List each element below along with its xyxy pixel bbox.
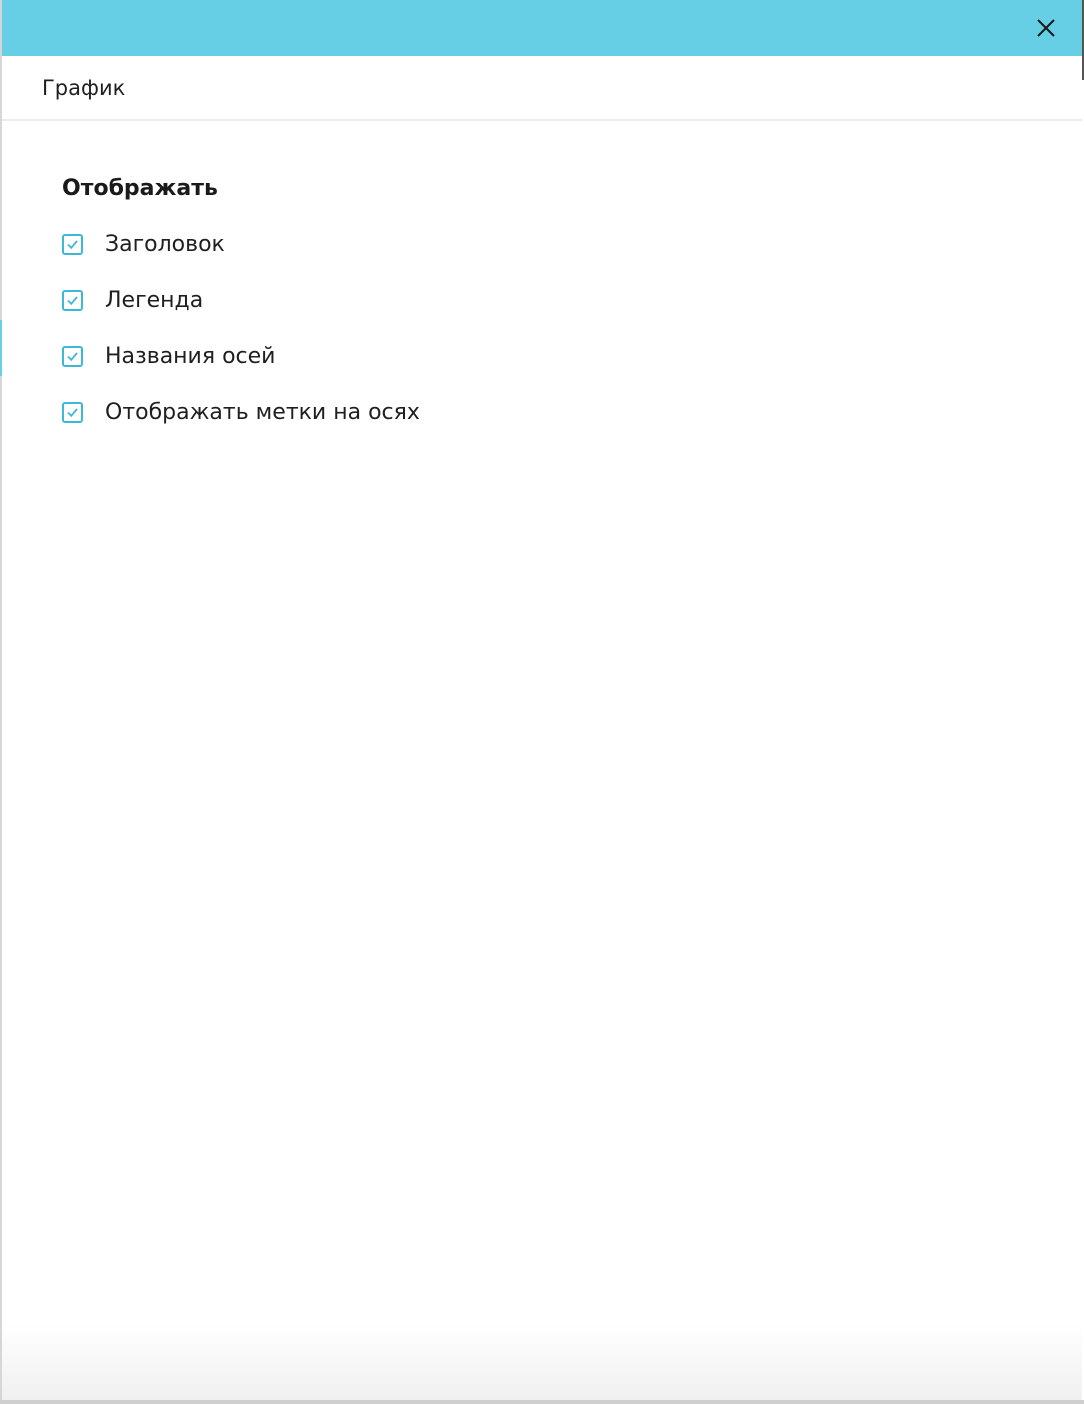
display-options-list — [62, 224, 420, 448]
bottom-border — [0, 1400, 1084, 1404]
left-border — [0, 0, 2, 1404]
option-axis-titles[interactable] — [62, 336, 420, 376]
option-legend[interactable] — [62, 280, 420, 320]
option-label: Отображать метки на осях — [105, 399, 420, 425]
section-title: Отображать — [62, 176, 218, 201]
option-label: Названия осей — [105, 343, 276, 369]
tab-chart[interactable]: График — [42, 76, 126, 100]
option-title[interactable] — [62, 224, 420, 264]
checkbox[interactable] — [62, 234, 83, 255]
checkbox[interactable] — [62, 290, 83, 311]
option-label: Легенда — [105, 287, 204, 313]
option-label: Заголовок — [105, 231, 225, 257]
checkmark-icon — [66, 406, 79, 419]
checkmark-icon — [66, 294, 79, 307]
tab-bar — [2, 56, 1082, 121]
left-accent — [0, 320, 2, 376]
checkbox[interactable] — [62, 346, 83, 367]
close-button[interactable] — [1032, 14, 1060, 42]
bottom-shadow — [2, 1324, 1082, 1404]
dialog-header — [2, 0, 1082, 56]
option-axis-ticks[interactable] — [62, 392, 420, 432]
close-icon — [1032, 14, 1060, 42]
checkmark-icon — [66, 238, 79, 251]
checkbox[interactable] — [62, 402, 83, 423]
checkmark-icon — [66, 350, 79, 363]
